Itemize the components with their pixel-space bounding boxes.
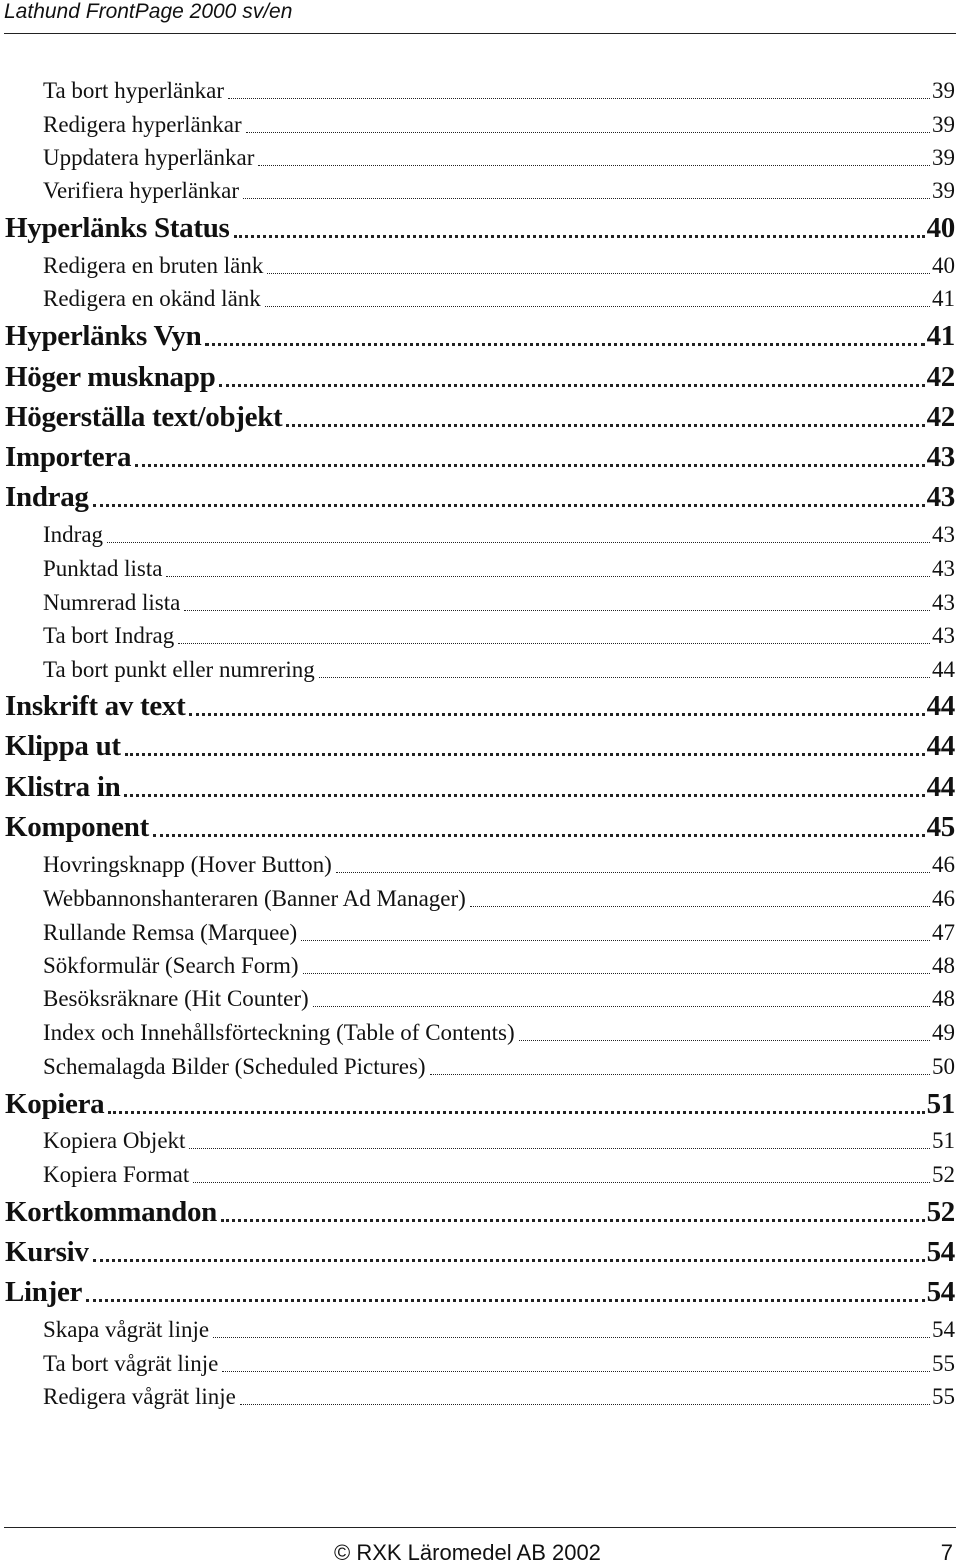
toc-entry-title: Hyperlänks Vyn [5, 320, 202, 352]
toc-entry-title: Kopiera [5, 1088, 105, 1120]
toc-heading-entry [5, 318, 955, 354]
toc-dot-leader [234, 210, 925, 246]
toc-subentry [43, 1315, 955, 1345]
footer-copyright: © RXK Läromedel AB 2002 [334, 1540, 601, 1565]
toc-entry-page: 45 [926, 811, 955, 843]
toc-entry-page: 43 [932, 590, 955, 615]
toc-subentry [43, 284, 955, 314]
toc-dot-leader [219, 359, 924, 395]
toc-dot-leader [184, 588, 930, 618]
toc-entry-page: 44 [926, 690, 955, 722]
toc-entry-title: Klippa ut [5, 730, 121, 762]
toc-entry-page: 42 [926, 401, 955, 433]
toc-entry-page: 44 [926, 730, 955, 762]
toc-entry-page: 47 [932, 920, 955, 945]
toc-dot-leader [107, 520, 930, 550]
toc-entry-title: Ta bort vågrät linje [43, 1351, 219, 1376]
page-header-title: Lathund FrontPage 2000 sv/en [4, 0, 293, 23]
toc-dot-leader [125, 728, 925, 764]
toc-dot-leader [193, 1160, 930, 1190]
toc-dot-leader [258, 143, 930, 173]
toc-entry-title: Högerställa text/objekt [5, 401, 283, 433]
toc-entry-page: 43 [932, 556, 955, 581]
toc-entry-title: Numrerad lista [43, 590, 181, 615]
toc-dot-leader [240, 1382, 930, 1412]
toc-entry-title: Uppdatera hyperlänkar [43, 145, 255, 170]
toc-entry-title: Redigera hyperlänkar [43, 112, 242, 137]
toc-dot-leader [303, 951, 931, 981]
toc-entry-page: 51 [926, 1088, 955, 1120]
toc-subentry [43, 1160, 955, 1190]
toc-subentry [43, 621, 955, 651]
toc-entry-page: 54 [926, 1276, 955, 1308]
toc-heading-entry [5, 399, 955, 435]
toc-dot-leader [470, 884, 930, 914]
toc-entry-title: Punktad lista [43, 556, 163, 581]
toc-entry-page: 48 [932, 986, 955, 1011]
toc-entry-title: Sökformulär (Search Form) [43, 953, 299, 978]
toc-dot-leader [108, 1086, 924, 1122]
toc-subentry [43, 850, 955, 880]
toc-entry-page: 52 [932, 1162, 955, 1187]
toc-dot-leader [189, 688, 924, 724]
toc-entry-title: Verifiera hyperlänkar [43, 178, 240, 203]
toc-subentry [43, 76, 955, 106]
toc-entry-page: 44 [926, 771, 955, 803]
toc-entry-title: Klistra in [5, 771, 121, 803]
toc-entry-title: Schemalagda Bilder (Scheduled Pictures) [43, 1054, 426, 1079]
toc-dot-leader [205, 318, 924, 354]
toc-entry-title: Skapa vågrät linje [43, 1317, 210, 1342]
toc-dot-leader [267, 251, 930, 281]
toc-subentry [43, 1126, 955, 1156]
toc-entry-page: 43 [932, 623, 955, 648]
toc-subentry [43, 588, 955, 618]
toc-entry-title: Höger musknapp [5, 361, 216, 393]
toc-dot-leader [221, 1194, 925, 1230]
toc-dot-leader [86, 1274, 924, 1310]
toc-dot-leader [519, 1018, 930, 1048]
toc-entry-page: 46 [932, 886, 955, 911]
toc-dot-leader [166, 554, 930, 584]
toc-dot-leader [124, 769, 924, 805]
toc-entry-page: 46 [932, 852, 955, 877]
toc-entry-page: 44 [932, 657, 955, 682]
toc-subentry [43, 918, 955, 948]
toc-subentry [43, 951, 955, 981]
toc-entry-title: Kopiera Format [43, 1162, 190, 1187]
toc-entry-page: 55 [932, 1384, 955, 1409]
toc-entry-page: 50 [932, 1054, 955, 1079]
toc-entry-title: Hyperlänks Status [5, 212, 230, 244]
toc-heading-entry [5, 1234, 955, 1270]
toc-entry-page: 43 [926, 441, 955, 473]
toc-subentry [43, 143, 955, 173]
toc-heading-entry [5, 809, 955, 845]
toc-dot-leader [178, 621, 930, 651]
toc-dot-leader [286, 399, 924, 435]
toc-entry-title: Indrag [5, 481, 89, 513]
toc-dot-leader [246, 110, 930, 140]
toc-subentry [43, 110, 955, 140]
toc-entry-page: 39 [932, 178, 955, 203]
toc-entry-title: Redigera vågrät linje [43, 1384, 236, 1409]
toc-dot-leader [153, 809, 925, 845]
toc-entry-title: Kortkommandon [5, 1196, 218, 1228]
toc-dot-leader [243, 176, 930, 206]
footer-divider [4, 1527, 956, 1528]
toc-dot-leader [189, 1126, 930, 1156]
toc-dot-leader [93, 479, 925, 515]
toc-entry-title: Ta bort punkt eller numrering [43, 657, 315, 682]
toc-entry-page: 39 [932, 112, 955, 137]
toc-heading-entry [5, 359, 955, 395]
toc-dot-leader [135, 439, 924, 475]
toc-entry-title: Webbannonshanteraren (Banner Ad Manager) [43, 886, 466, 911]
toc-entry-page: 51 [932, 1128, 955, 1153]
toc-dot-leader [228, 76, 930, 106]
toc-entry-title: Indrag [43, 522, 104, 547]
toc-subentry [43, 1349, 955, 1379]
toc-subentry [43, 1382, 955, 1412]
toc-entry-page: 42 [926, 361, 955, 393]
toc-dot-leader [222, 1349, 930, 1379]
toc-entry-page: 41 [932, 286, 955, 311]
toc-entry-title: Importera [5, 441, 132, 473]
toc-entry-page: 43 [926, 481, 955, 513]
toc-entry-title: Kopiera Objekt [43, 1128, 186, 1153]
toc-subentry [43, 984, 955, 1014]
toc-entry-page: 49 [932, 1020, 955, 1045]
footer-page-number: 7 [940, 1540, 953, 1565]
toc-entry-page: 48 [932, 953, 955, 978]
toc-entry-page: 40 [932, 253, 955, 278]
toc-dot-leader [430, 1052, 930, 1082]
toc-dot-leader [93, 1234, 925, 1270]
toc-heading-entry [5, 439, 955, 475]
toc-entry-title: Index och Innehållsförteckning (Table of Contents) [43, 1020, 515, 1045]
toc-entry-title: Rullande Remsa (Marquee) [43, 920, 298, 945]
toc-entry-page: 39 [932, 145, 955, 170]
toc-heading-entry [5, 1274, 955, 1310]
toc-entry-title: Linjer [5, 1276, 83, 1308]
toc-heading-entry [5, 210, 955, 246]
toc-entry-title: Ta bort hyperlänkar [43, 78, 225, 103]
toc-entry-title: Redigera en okänd länk [43, 286, 261, 311]
toc-heading-entry [5, 1086, 955, 1122]
toc-dot-leader [265, 284, 930, 314]
toc-entry-page: 55 [932, 1351, 955, 1376]
toc-entry-title: Inskrift av text [5, 690, 186, 722]
toc-heading-entry [5, 688, 955, 724]
toc-entry-page: 39 [932, 78, 955, 103]
toc-entry-page: 43 [932, 522, 955, 547]
toc-heading-entry [5, 1194, 955, 1230]
toc-entry-page: 40 [926, 212, 955, 244]
toc-subentry [43, 554, 955, 584]
toc-dot-leader [336, 850, 930, 880]
toc-entry-page: 54 [932, 1317, 955, 1342]
toc-dot-leader [319, 655, 930, 685]
toc-subentry [43, 655, 955, 685]
toc-entry-title: Ta bort Indrag [43, 623, 175, 648]
toc-subentry [43, 251, 955, 281]
toc-entry-title: Besöksräknare (Hit Counter) [43, 986, 309, 1011]
toc-subentry [43, 1018, 955, 1048]
toc-dot-leader [213, 1315, 930, 1345]
toc-heading-entry [5, 479, 955, 515]
toc-subentry [43, 1052, 955, 1082]
toc-entry-page: 54 [926, 1236, 955, 1268]
toc-entry-page: 41 [926, 320, 955, 352]
toc-subentry [43, 176, 955, 206]
toc-entry-title: Kursiv [5, 1236, 89, 1268]
toc-entry-title: Hovringsknapp (Hover Button) [43, 852, 332, 877]
toc-heading-entry [5, 769, 955, 805]
toc-entry-title: Redigera en bruten länk [43, 253, 264, 278]
toc-entry-page: 52 [926, 1196, 955, 1228]
toc-subentry [43, 884, 955, 914]
toc-heading-entry [5, 728, 955, 764]
toc-dot-leader [301, 918, 930, 948]
toc-subentry [43, 520, 955, 550]
toc-entry-title: Komponent [5, 811, 149, 843]
toc-dot-leader [313, 984, 930, 1014]
